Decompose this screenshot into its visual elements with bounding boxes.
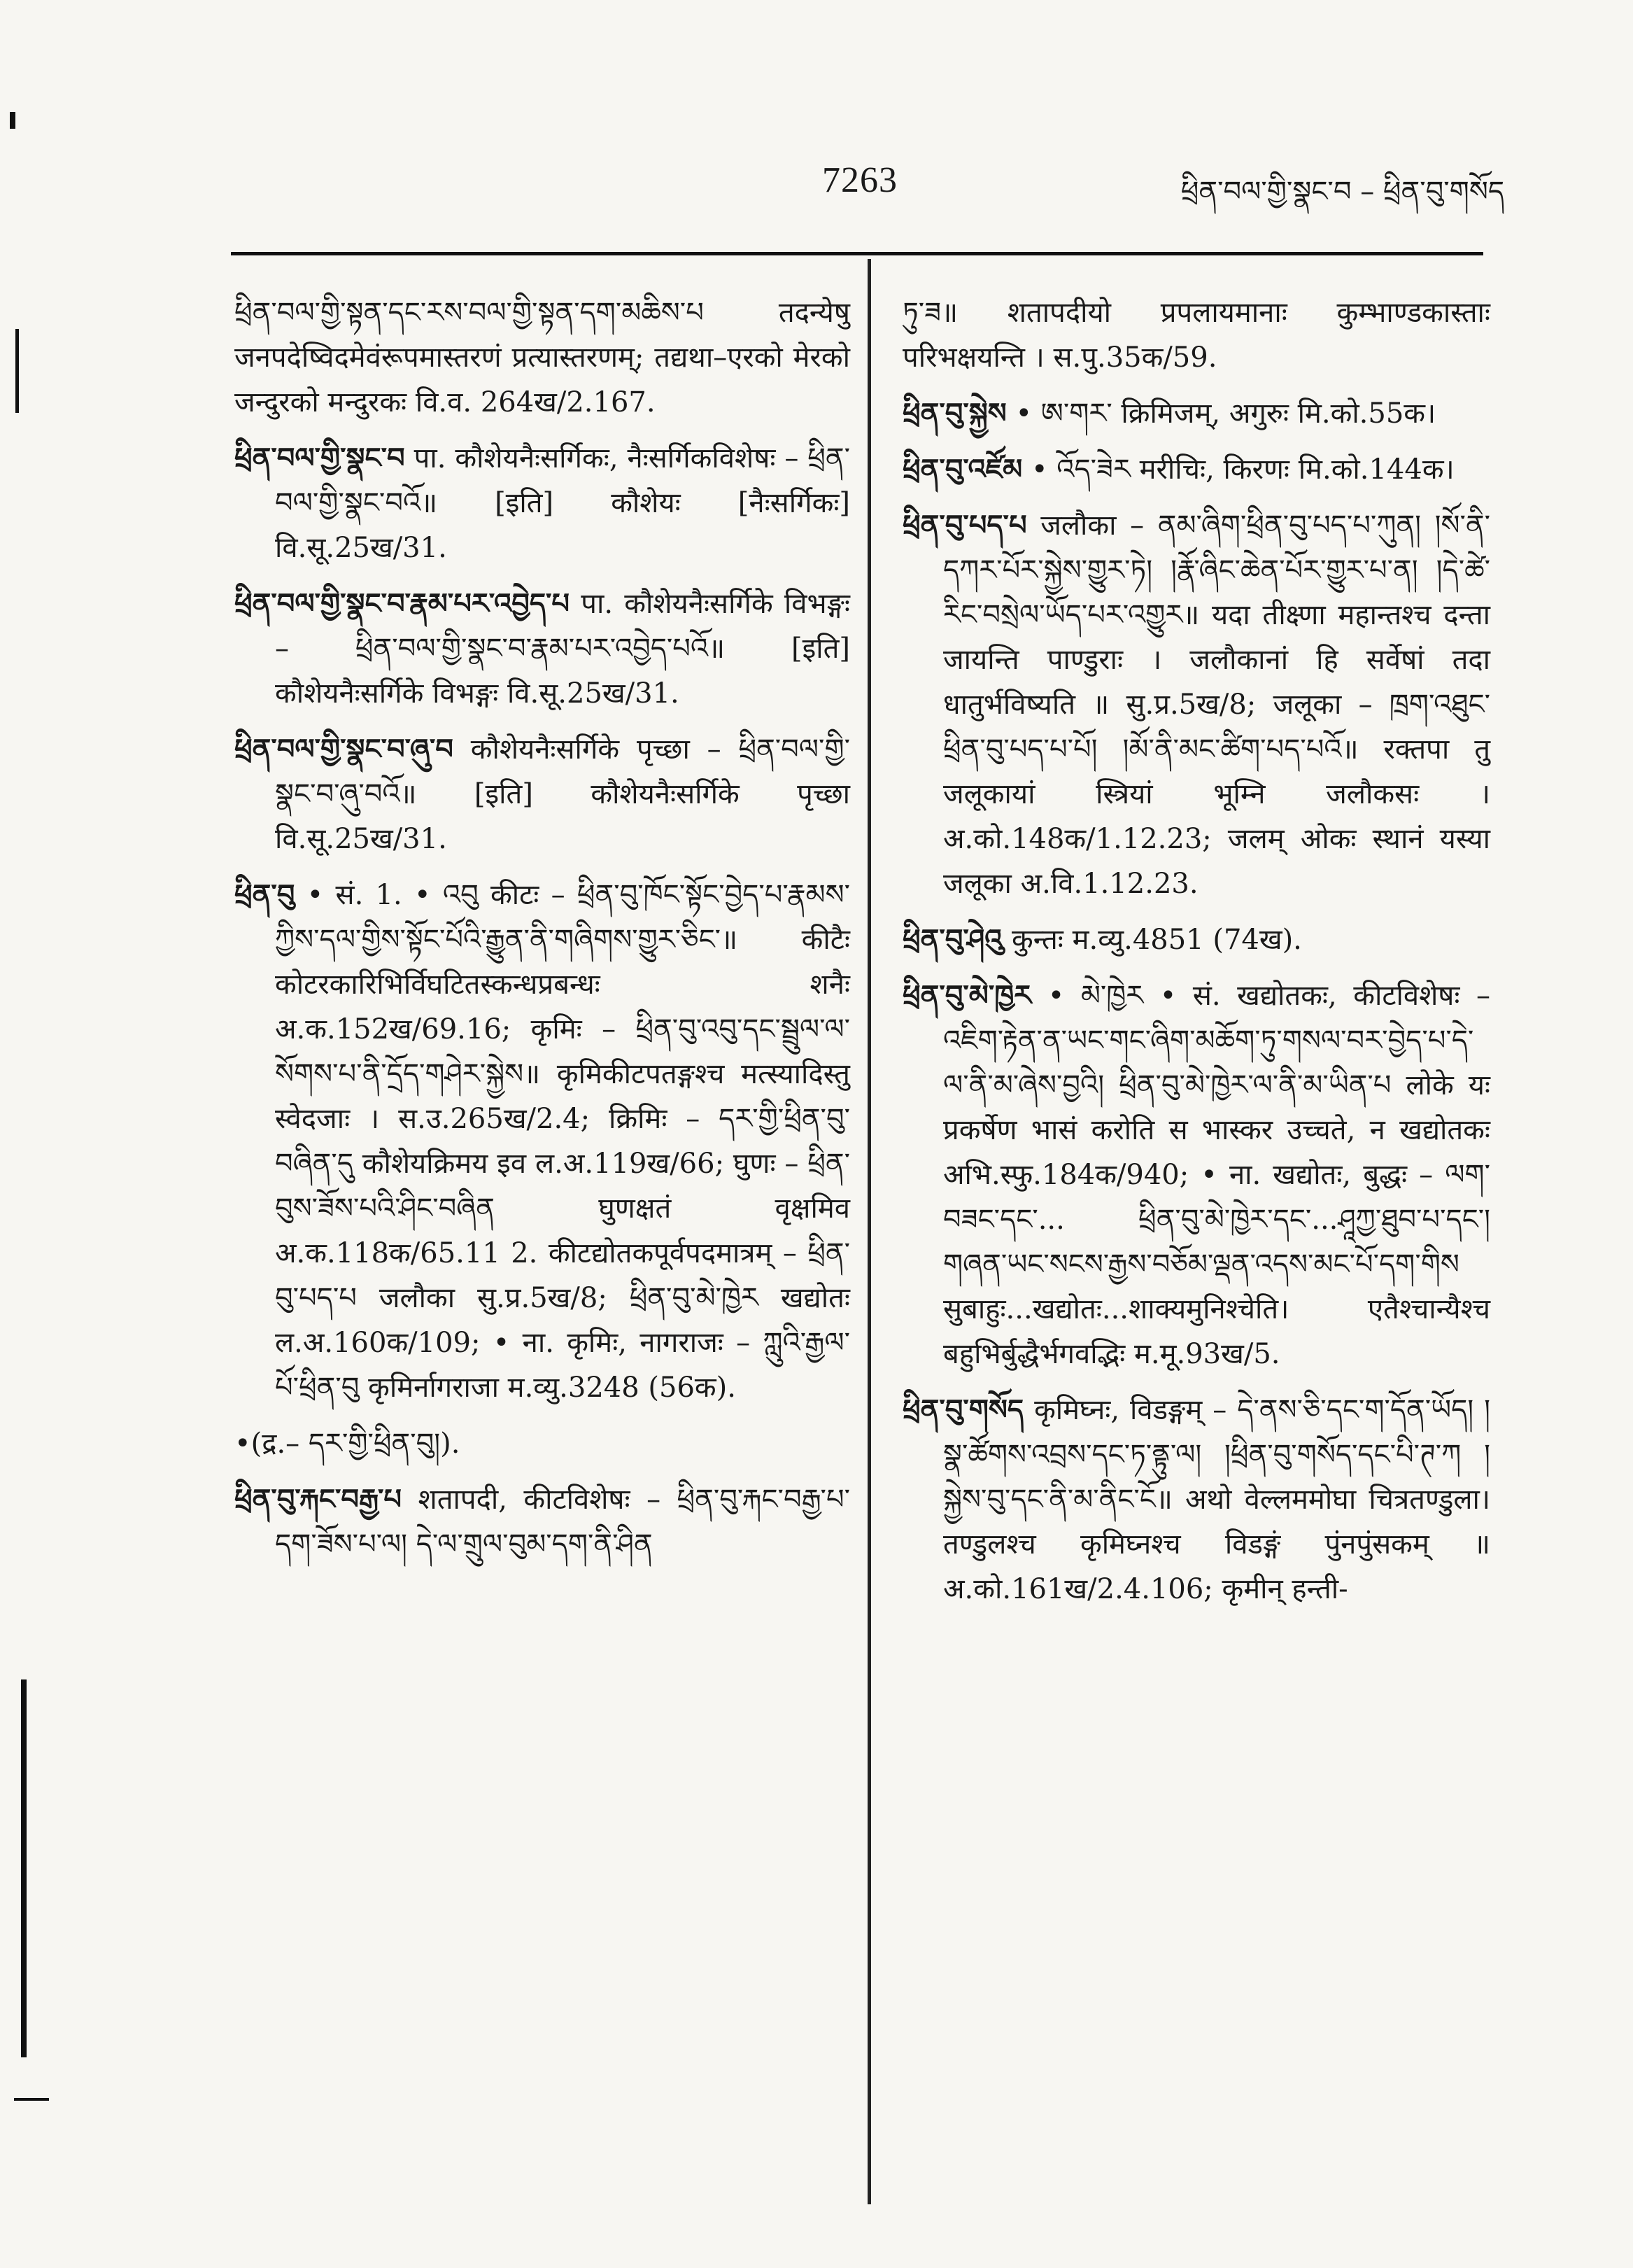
entry-text: • सं. 1. • འབུ कीटः – ཕྲིན་བུ་ཁོང་སྟོང་བྱེད་པ་རྣམས་ཀྱིས་དལ་གྱིས་སྟོང་པོའི་རྒྱུན་ནི་གཞིགས་གྱུར་ཅིང་॥ कीटैः कोटरकारिभिर्विघटितस्कन्धप्रबन्धः शनैः अ.क.152ख/69.16; कृमिः – ཕྲིན་བུ་འབུ་དང་སྦྲུལ་ལ་སོགས་པ་ནི་དྲོད་གཤེར་སྐྱེས॥ कृमिकीटपतङ्गश्च मत्स्यादिस्तु स्वेदजाः । स.उ.265ख/2.4; क्रिमिः – དར་གྱི་ཕྲིན་བུ་བཞིན་དུ कौशेयक्रिमय इव ल.अ.119ख/66; घुणः – ཕྲིན་བུས་ཟོས་པའི་ཤིང་བཞིན घुणक्षतं वृक्षमिव अ.क.118क/65.11 2. कीटद्योतकपूर्वपदमात्रम् – ཕྲིན་བུ་པད་པ जलौका सु.प्र.5ख/8; ཕྲིན་བུ་མེ་ཁྱེར खद्योतः ल.अ.160क/109; • ना. कृमिः, नागराजः – ཀླུའི་རྒྱལ་པོ་ཕྲིན་བུ कृमिर्नागराजा म.व्यु.3248 (56क). — [275, 879, 850, 1404]
entry-headword: ཕྲིན་བུ་མེ་ཁྱེར — [903, 979, 1032, 1012]
entry-headword: ཕྲིན་བུ་འཛོམ — [903, 453, 1023, 486]
entry-text: पा. कौशेयनैःसर्गिके विभङ्गः – ཕྲིན་བལ་གྱི་སྣང་བ་རྣམ་པར་འབྱེད་པའོ॥ [इति] कौशेयनैःसर्गिके विभङ्गः वि.सू.25ख/31. — [275, 588, 850, 710]
entry-headword: ཕྲིན་བལ་གྱི་སྣང་བ — [234, 442, 405, 474]
dictionary-entry — [234, 436, 850, 570]
dictionary-entry — [903, 391, 1490, 436]
entry-text: • ཨ་གར་ क्रिमिजम्, अगुरुः मि.को.55क। — [1015, 397, 1436, 430]
right-column — [903, 290, 1490, 1623]
cross-reference — [234, 1421, 850, 1466]
entry-text: जलौका – ནམ་ཞིག་ཕྲིན་བུ་པད་པ་ཀུན། །སོ་ནི་དཀར་པོར་སྐྱེས་གྱུར་ཏེ། །རྣོ་ཞིང་ཆེན་པོར་གྱུར་པ་ན། །དེ་ཚེ་རིང་བསྲེལ་ཡོད་པར་འགྱུར॥ यदा तीक्ष्णा महान्तश्च दन्ता जायन्ति पाण्डुराः । जलौकानां हि सर्वेषां तदा धातुर्भविष्यति ॥ सु.प्र.5ख/8; जलूका – ཁྲག་འཐུང་ཕྲིན་བུ་པད་པ་པོ། །མོ་ནི་མང་ཚིག་པད་པའོ॥ रक्तपा तु जलूकायां स्त्रियां भूम्नि जलौकसः । अ.को.148क/1.12.23; जलम् ओकः स्थानं यस्या जलूका अ.वि.1.12.23. — [943, 509, 1490, 900]
entry-text: ཕྲིན་བལ་གྱི་སྟན་དང་རས་བལ་གྱི་སྟན་དག་མཆིས་པ तदन्येषु जनपदेष्विदमेवंरूपमास्तरणं प्रत्यास्तरणम्; तद्यथा–एरको मेरको जन्दुरको मन्दुरकः वि.व. 264ख/2.167. — [234, 297, 850, 418]
dictionary-entry — [234, 290, 850, 425]
margin-mark — [15, 329, 19, 413]
entry-text: कौशेयनैःसर्गिके पृच्छा – ཕྲིན་བལ་གྱི་སྣང་བ་ཞུ་བའོ॥ [इति] कौशेयनैःसर्गिके पृच्छा वि.सू.25ख/31. — [275, 733, 850, 855]
entry-headword: ཕྲིན་བུ་པད་པ — [903, 509, 1027, 542]
entry-text: • མེ་ཁྱེར • सं. खद्योतकः, कीटविशेषः – འཇིག་རྟེན་ན་ཡང་གང་ཞིག་མཆོག་ཏུ་གསལ་བར་བྱེད་པ་དེ་ལ་ནི་མ་ཞེས་བྱའི། ཕྲིན་བུ་མེ་ཁྱེར་ལ་ནི་མ་ཡིན་པ लोके यः प्रकर्षेण भासं करोति स भास्कर उच्चते, न खद्योतकः अभि.स्फु.184क/940; • ना. खद्योतः, बुद्धः – ལག་བཟང་དང་... ཕྲིན་བུ་མེ་ཁྱེར་དང་...ཤཱཀྱ་ཐུབ་པ་དང་། གཞན་ཡང་སངས་རྒྱས་བཅོམ་ལྡན་འདས་མང་པོ་དག་གིས सुबाहुः...खद्योतः...शाक्यमुनिश्चेति। एतैश्चान्यैश्च बहुभिर्बुद्धैर्भगवद्भिः म.मू.93ख/5. — [943, 980, 1491, 1370]
entry-headword: ཕྲིན་བུ — [234, 878, 295, 911]
left-column — [234, 290, 850, 1578]
entry-headword: ཕྲིན་བལ་གྱི་སྣང་བ་ཞུ་བ — [234, 733, 453, 766]
dictionary-entry — [234, 727, 850, 861]
entry-text: ཏུ་ཟ॥ शतापदीयो प्रपलायमानाः कुम्भाण्डकास्ताः परिभक्षयन्ति । स.पु.35क/59. — [903, 297, 1490, 374]
entry-headword: ཕྲིན་བུ་རྐང་བརྒྱ་པ — [234, 1483, 402, 1516]
entry-text: शतापदी, कीटविशेषः – ཕྲིན་བུ་རྐང་བརྒྱ་པ་དག་ཟོས་པ་ལ། དེ་ལ་གྲུལ་བུམ་དག་ནི་ཤིན — [275, 1484, 850, 1561]
dictionary-entry — [903, 1388, 1490, 1612]
entry-text: कुन्तः म.व्यु.4851 (74ख). — [1011, 924, 1302, 956]
entry-headword: ཕྲིན་བལ་གྱི་སྣང་བ་རྣམ་པར་འབྱེད་པ — [234, 587, 570, 620]
entry-headword: ཕྲིན་བུ་ཤེའུ — [903, 923, 1003, 956]
running-head: ཕྲིན་བལ་གྱི་སྣང་བ – ཕྲིན་བུ་གསོད — [1180, 176, 1504, 208]
dictionary-entry — [234, 582, 850, 716]
entry-text: कृमिघ्नः, विडङ्गम् – དེ་ནས་ཅི་དང་ག་དོན་ཡོད། །སྣ་ཚོགས་འབྲས་དང་ཏ་ནྟུ་ལ། །ཕྲིན་བུ་གསོད་དང་པི་ཊ་ཀ །སྐྱེས་བུ་དང་ནི་མ་ནིང་ངོ॥ अथो वेल्लममोघा चित्रतण्डुला। तण्डुलश्च कृमिघ्नश्च विडङ्गं पुंनपुंसकम् ॥ अ.को.161ख/2.4.106; कृमीन् हन्ती- — [943, 1394, 1490, 1605]
margin-mark — [14, 2098, 49, 2101]
margin-mark — [10, 112, 15, 129]
dictionary-entry — [903, 973, 1490, 1376]
entry-text: पा. कौशेयनैःसर्गिकः, नैःसर्गिकविशेषः – ཕྲིན་བལ་གྱི་སྣང་བའོ॥ [इति] कौशेयः [नैःसर्गिकः] वि.सू.25ख/31. — [275, 442, 850, 564]
header-rule — [231, 252, 1483, 255]
dictionary-entry — [903, 290, 1490, 380]
entry-text: •(द्र.– དར་གྱི་ཕྲིན་བུ།). — [234, 1428, 460, 1460]
dictionary-entry — [903, 503, 1490, 906]
entry-headword: ཕྲིན་བུ་སྐྱེས — [903, 397, 1007, 430]
dictionary-entry — [903, 917, 1490, 962]
entry-text: • འོད་ཟེར मरीचिः, किरणः मि.को.144क। — [1031, 453, 1455, 486]
margin-mark — [21, 1679, 27, 2057]
column-divider — [868, 259, 871, 2204]
dictionary-entry — [234, 873, 850, 1410]
page-number: 7263 — [822, 160, 898, 200]
dictionary-entry — [234, 1477, 850, 1567]
dictionary-entry — [903, 447, 1490, 492]
entry-headword: ཕྲིན་བུ་གསོད — [903, 1393, 1024, 1426]
